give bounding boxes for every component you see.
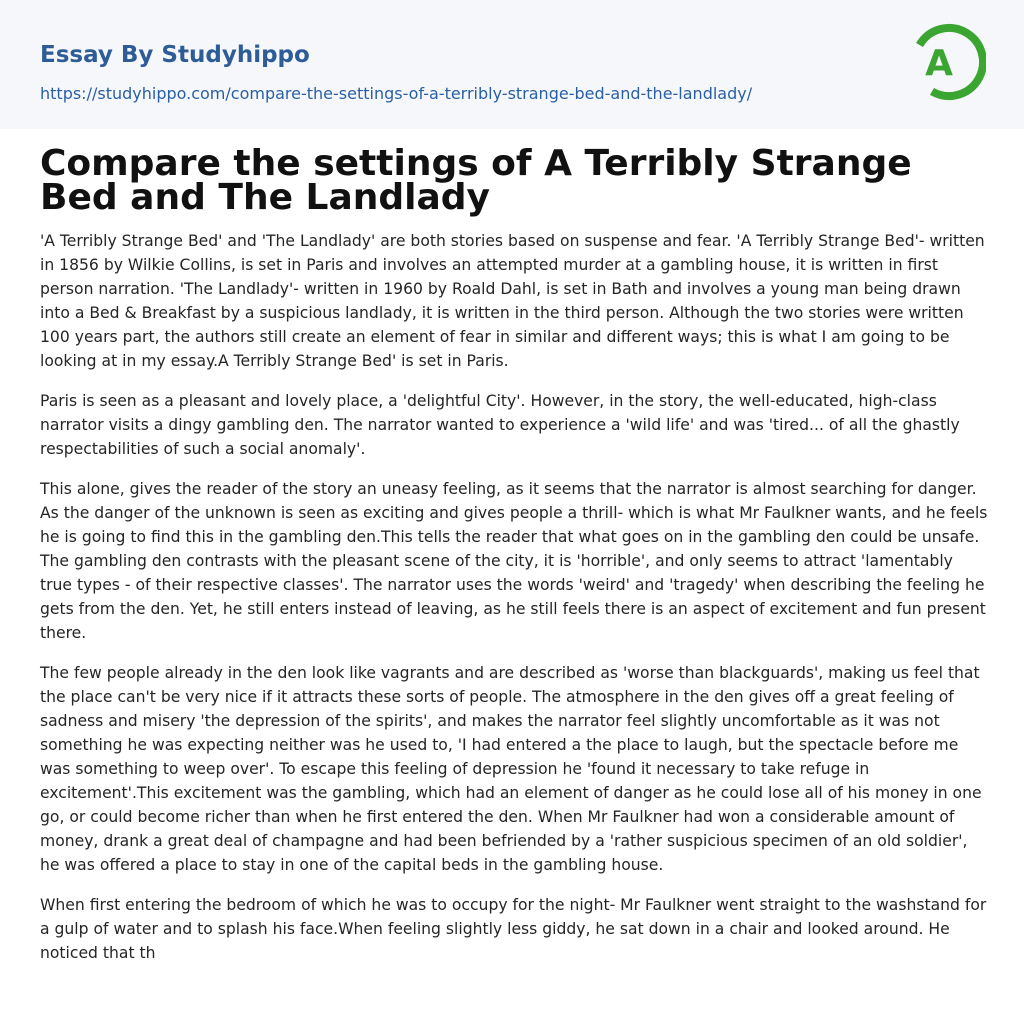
article-paragraph: 'A Terribly Strange Bed' and 'The Landlady' are both stories based on suspense and fear. 'A Terribly Strange Bed'- written in 1856 by Wilkie Collins, is set in Paris and involves an attempted murder at a gambling house, it is written in first person narration. 'The Landlady'- written in 1960 by Roald Dahl, is set in Bath and involves a young man being drawn into a Bed & Breakfast by a suspicious landlady, it is written in the third person. Although the two stories were written 100 years part, the authors still create an element of fear in similar and different ways; this is what I am going to be looking at in my essay.A Terribly Strange Bed' is set in Paris. [40, 232, 985, 370]
source-url-link[interactable]: https://studyhippo.com/compare-the-settings-of-a-terribly-strange-bed-and-the-landlady/ [40, 84, 753, 103]
article-paragraph: This alone, gives the reader of the story an uneasy feeling, as it seems that the narrator is almost searching for danger. As the danger of the unknown is seen as exciting and gives people a thrill- which is what Mr Faulkner wants, and he feels he is going to find this in the gambling den.This tells the reader that what goes on in the gambling den could be unsafe. The gambling den contrasts with the pleasant scene of the city, it is 'horrible', and only seems to attract 'lamentably true types - of their respective classes'. The narrator uses the words 'weird' and 'tragedy' when describing the feeling he gets from the den. Yet, he still enters instead of leaving, as he still feels there is an aspect of excitement and fun present there. [40, 480, 988, 642]
site-brand: Essay By Studyhippo [40, 42, 310, 68]
article-paragraph: The few people already in the den look like vagrants and are described as 'worse than blackguards', making us feel that the place can't be very nice if it attracts these sorts of people. The atmosphere in the den gives off a great feeling of sadness and misery 'the depression of the spirits', and makes the narrator feel slightly uncomfortable as it was not something he was expecting neither was he used to, 'I had entered a the place to laugh, but the spectacle before me was something to weep over'. To escape this feeling of depression he 'found it necessary to take refuge in excitement'.This excitement was the gambling, which had an element of danger as he could lose all of his money in one go, or could become richer than when he first entered the den. When Mr Faulkner had won a considerable amount of money, drank a great deal of champagne and had been befriended by a 'rather suspicious specimen of an old soldier', he was offered a place to stay in one of the capital beds in the gambling house. [40, 664, 982, 874]
article-paragraph: Paris is seen as a pleasant and lovely place, a 'delightful City'. However, in the story, the well-educated, high-class narrator visits a dingy gambling den. The narrator wanted to experience a 'wild life' and was 'tired... of all the ghastly respectabilities of such a social anomaly'. [40, 392, 960, 458]
article-body [40, 229, 988, 981]
studyhippo-a-logo-icon[interactable] [912, 20, 986, 105]
article-paragraph: When first entering the bedroom of which he was to occupy for the night- Mr Faulkner went straight to the washstand for a gulp of water and to splash his face.When feeling slightly less giddy, he sat down in a chair and looked around. He noticed that th [40, 896, 987, 962]
site-header [0, 0, 1024, 129]
logo-letter: A [925, 43, 953, 84]
article-title: Compare the settings of A Terribly Strange Bed and The Landlady [40, 143, 912, 218]
